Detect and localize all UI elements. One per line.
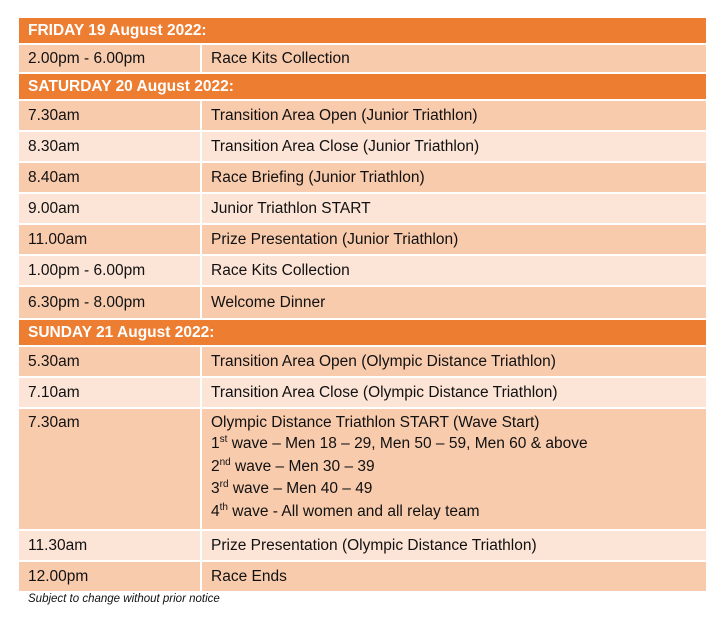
table-row (19, 377, 706, 408)
time-cell: 11.00am (19, 224, 201, 255)
wave-ordinal: st (219, 433, 228, 445)
day-header: FRIDAY 19 August 2022: (19, 18, 706, 44)
time-cell: 1.00pm - 6.00pm (19, 255, 201, 286)
wave-number: 3 (211, 480, 220, 497)
table-row (19, 162, 706, 193)
event-cell: Prize Presentation (Olympic Distance Triathlon) (201, 530, 706, 561)
event-cell: Race Ends (201, 561, 706, 592)
table-row (19, 530, 706, 561)
table-row (19, 44, 706, 73)
table-row (19, 224, 706, 255)
table-row (19, 255, 706, 286)
sunday-header-row (19, 319, 706, 346)
wave-text: wave - All women and all relay team (227, 502, 480, 520)
time-cell: 8.30am (19, 131, 201, 162)
table-row (19, 131, 706, 162)
wave-line (211, 501, 706, 524)
wave-number: 2 (211, 457, 220, 475)
race-schedule-table (19, 18, 706, 593)
time-cell: 5.30am (19, 346, 201, 377)
time-cell: 7.10am (19, 377, 201, 408)
event-cell: Race Kits Collection (201, 255, 706, 286)
wave-text: wave – Men 30 – 39 (230, 457, 375, 475)
event-cell: Race Kits Collection (201, 44, 706, 73)
wave-number: 1 (211, 435, 220, 452)
friday-header-row (19, 18, 706, 44)
saturday-header-row (19, 73, 706, 100)
table-row (19, 561, 706, 592)
disclaimer-note: Subject to change without prior notice (28, 593, 220, 605)
time-cell: 11.30am (19, 530, 201, 561)
event-cell (201, 408, 706, 530)
wave-line (211, 433, 706, 456)
time-cell: 2.00pm - 6.00pm (19, 44, 201, 73)
table-row (19, 346, 706, 377)
wave-text: wave – Men 18 – 29, Men 50 – 59, Men 60 & above (227, 435, 588, 452)
time-cell: 12.00pm (19, 561, 201, 592)
table-row (19, 286, 706, 319)
wave-ordinal: th (219, 501, 228, 513)
table-row (19, 193, 706, 224)
day-header: SUNDAY 21 August 2022: (19, 319, 706, 346)
event-cell: Welcome Dinner (201, 286, 706, 319)
table-row (19, 100, 706, 131)
time-cell: 9.00am (19, 193, 201, 224)
wave-line (211, 456, 706, 479)
wave-ordinal: rd (219, 478, 229, 490)
event-cell: Transition Area Close (Olympic Distance Triathlon) (201, 377, 706, 408)
time-cell: 8.40am (19, 162, 201, 193)
time-cell: 7.30am (19, 408, 201, 530)
event-cell: Transition Area Open (Olympic Distance Triathlon) (201, 346, 706, 377)
event-cell: Prize Presentation (Junior Triathlon) (201, 224, 706, 255)
day-header: SATURDAY 20 August 2022: (19, 73, 706, 100)
wave-line (211, 478, 706, 501)
time-cell: 7.30am (19, 100, 201, 131)
time-cell: 6.30pm - 8.00pm (19, 286, 201, 319)
event-cell: Junior Triathlon START (201, 193, 706, 224)
wave-number: 4 (211, 502, 220, 520)
wave-text: wave – Men 40 – 49 (228, 480, 373, 497)
event-cell: Transition Area Close (Junior Triathlon) (201, 131, 706, 162)
event-cell: Race Briefing (Junior Triathlon) (201, 162, 706, 193)
event-cell: Transition Area Open (Junior Triathlon) (201, 100, 706, 131)
wave-start-title: Olympic Distance Triathlon START (Wave Start) (211, 414, 540, 431)
wave-ordinal: nd (219, 456, 231, 468)
wave-start-row (19, 408, 706, 530)
